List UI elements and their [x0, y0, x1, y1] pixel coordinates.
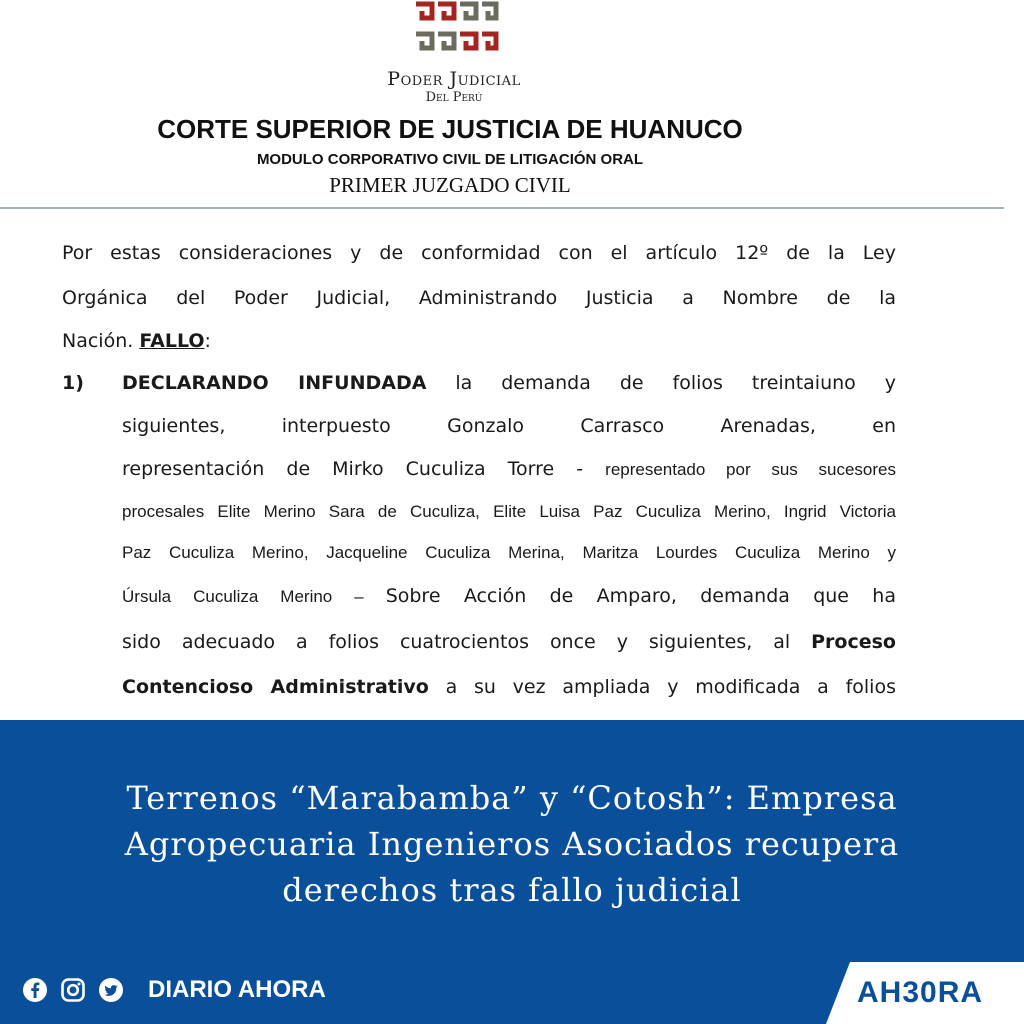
intro-line-2: Orgánica del Poder Judicial, Administrando Justicia a Nombre de la	[62, 287, 896, 309]
headline-line-2: Agropecuaria Ingenieros Asociados recupera	[124, 825, 900, 863]
judge-name: PRIMER JUZGADO CIVIL	[329, 173, 571, 197]
header-divider	[0, 207, 1004, 209]
ahora-logo: AH30RA	[857, 976, 984, 1009]
item-line-8: Contencioso Administrativo a su vez ampliada y modificada a folios	[122, 676, 896, 698]
module-name: MODULO CORPORATIVO CIVIL DE LITIGACIÓN ORAL	[256, 151, 644, 168]
fallo-label: FALLO	[139, 330, 205, 352]
item-line-5: Paz Cuculiza Merino, Jacqueline Cuculiza Merina, Maritza Lourdes Cuculiza Merino y	[122, 543, 896, 562]
twitter-icon[interactable]	[98, 977, 124, 1003]
instagram-icon[interactable]	[60, 977, 86, 1003]
facebook-icon[interactable]	[22, 977, 48, 1003]
poder-judicial-logo	[412, 0, 500, 64]
item-number: 1)	[62, 372, 84, 394]
item-line-6: Úrsula Cuculiza Merino – Sobre Acción de Amparo, demanda que ha	[122, 585, 896, 607]
institution-name: Poder Judicial	[387, 68, 521, 90]
item-line-1: DECLARANDO INFUNDADA la demanda de folios treintaiuno y	[122, 372, 896, 394]
headline	[20, 775, 1004, 913]
social-bar	[22, 977, 326, 1003]
headline-line-3: derechos tras fallo judicial	[282, 871, 742, 909]
item-line-2: siguientes, interpuesto Gonzalo Carrasco Arenadas, en	[122, 415, 896, 437]
court-name: CORTE SUPERIOR DE JUSTICIA DE HUANUCO	[157, 114, 743, 144]
intro-line-1: Por estas consideraciones y de conformidad con el artículo 12º de la Ley	[62, 242, 896, 264]
item-line-3: representación de Mirko Cuculiza Torre - representado por sus sucesores	[122, 458, 897, 480]
item-line-4: procesales Elite Merino Sara de Cuculiza, Elite Luisa Paz Cuculiza Merino, Ingrid Victoria	[122, 502, 896, 521]
headline-line-1: Terrenos “Marabamba” y “Cotosh”: Empresa	[126, 779, 898, 817]
brand-name: DIARIO AHORA	[148, 976, 326, 1003]
item-line-7: sido adecuado a folios cuatrocientos once y siguientes, al Proceso	[122, 631, 896, 653]
intro-line-3: Nación. FALLO:	[62, 330, 211, 352]
institution-country: Del Perú	[425, 90, 483, 105]
